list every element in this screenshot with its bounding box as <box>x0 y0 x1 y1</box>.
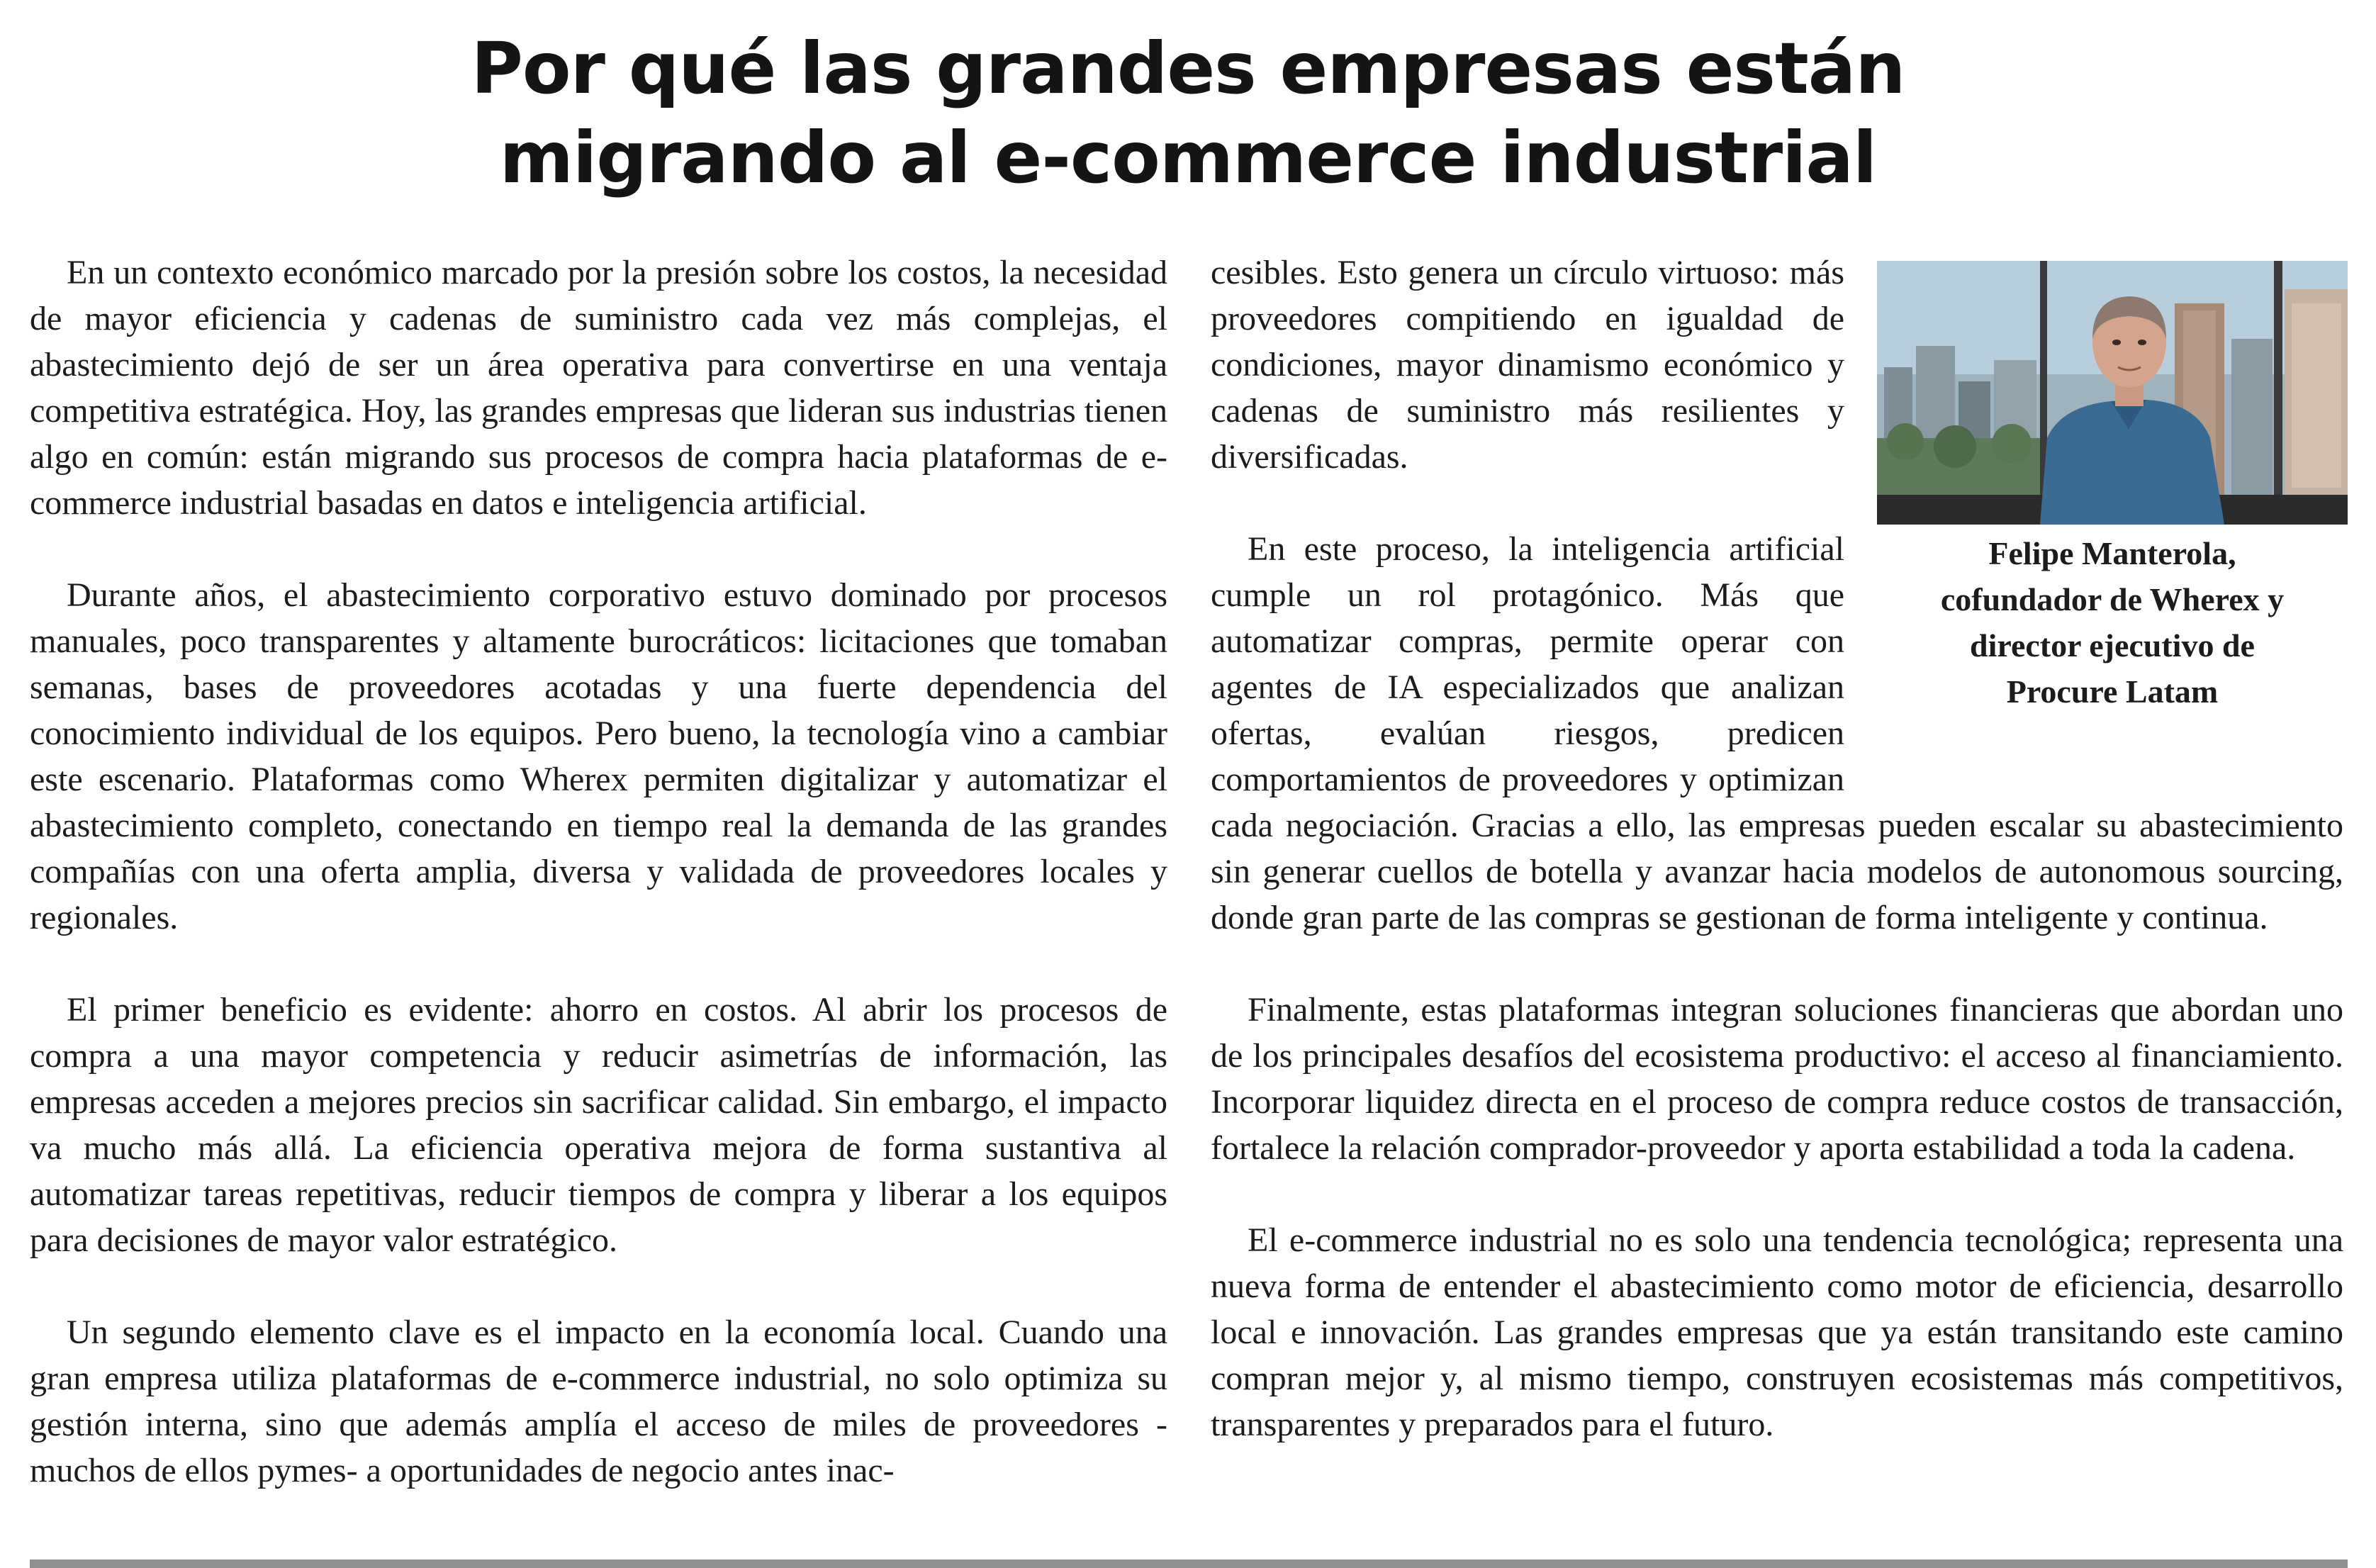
right-paragraph-1: cesibles. Esto genera un círculo virtuoso: más proveedores compitiendo en igualdad de condiciones, mayor dinamismo económico y cadenas de suministro más resilientes y diversificadas. <box>1211 254 1844 476</box>
headline <box>0 24 2376 203</box>
right-paragraph-4: El e-commerce industrial no es solo una tendencia tecnológica; representa una nueva forma de entender el abastecimiento como motor de eficiencia, desarrollo local e innovación. Las grandes empresas que ya están transitando este camino compran mejor y, al mismo tiempo, construyen ecosistemas más competitivos, transparentes y preparados para el futuro. <box>1211 1221 2343 1443</box>
portrait-photo <box>1877 261 2348 525</box>
left-paragraph-4: Un segundo elemento clave es el impacto en la economía local. Cuando una gran empresa utiliza plataformas de e-commerce industrial, no solo optimiza su gestión interna, sino que además amplía el acceso de miles de proveedores -muchos de ellos pymes- a oportunidades de negocio antes inac- <box>30 1314 1167 1489</box>
left-paragraph-3: El primer beneficio es evidente: ahorro en costos. Al abrir los procesos de compra a una mayor competencia y reducir asimetrías de información, las empresas acceden a mejores precios sin sacrificar calidad. Sin embargo, el impacto va mucho más allá. La eficiencia operativa mejora de forma sustantiva al automatizar tareas repetitivas, reducir tiempos de compra y liberar a los equipos para decisiones de mayor valor estratégico. <box>30 991 1167 1259</box>
headline-line-1: Por qué las grandes empresas están <box>471 27 1905 110</box>
left-paragraph-1: En un contexto económico marcado por la presión sobre los costos, la necesidad de mayor eficiencia y cadenas de suministro cada vez más complejas, el abastecimiento dejó de ser un área operativa para convertirse en una ventaja competitiva estratégica. Hoy, las grandes empresas que lideran sus industrias tienen algo en común: están migrando sus procesos de compra hacia plataformas de e-commerce industrial basadas en datos e inteligencia artificial. <box>30 254 1167 522</box>
portrait-illustration <box>1877 261 2348 525</box>
caption-line-2: cofundador de Wherex y <box>1940 581 2285 617</box>
left-paragraph-2: Durante años, el abastecimiento corporativo estuvo dominado por procesos manuales, poco transparentes y altamente burocráticos: licitaciones que tomaban semanas, bases de proveedores acotadas y una fuerte dependencia del conocimiento individual de los equipos. Pero bueno, la tecnología vino a cambiar este escenario. Plataformas como Wherex permiten digitalizar y automatizar el abastecimiento completo, conectando en tiempo real la demanda de las grandes compañías con una oferta amplia, diversa y validada de proveedores locales y regionales. <box>30 576 1167 936</box>
caption-line-4: Procure Latam <box>2006 673 2219 710</box>
caption-line-3: director ejecutivo de <box>1970 627 2255 663</box>
photo-caption <box>1877 530 2348 715</box>
left-column <box>30 250 1167 1540</box>
caption-line-1: Felipe Manterola, <box>1988 535 2236 571</box>
headline-line-2: migrando al e-commerce industrial <box>499 116 1877 199</box>
bottom-rule <box>30 1559 2348 1568</box>
right-paragraph-3: Finalmente, estas plataformas integran soluciones financieras que abordan uno de los principales desafíos del ecosistema productivo: el acceso al financiamiento. Incorporar liquidez directa en el proceso de compra reduce costos de transacción, fortalece la relación comprador-proveedor y aporta estabilidad a toda la cadena. <box>1211 991 2343 1167</box>
right-paragraph-2: En este proceso, la inteligencia artificial cumple un rol protagónico. Más que automatizar compras, permite operar con agentes de IA especializados que analizan ofertas, evalúan riesgos, predicen comportamientos de proveedores y optimizan cada negociación. Gracias a ello, las empresas pueden escalar su abastecimiento sin generar cuellos de botella y avanzar hacia modelos de autonomous sourcing, donde gran parte de las compras se gestionan de forma inteligente y continua. <box>1211 530 2343 936</box>
